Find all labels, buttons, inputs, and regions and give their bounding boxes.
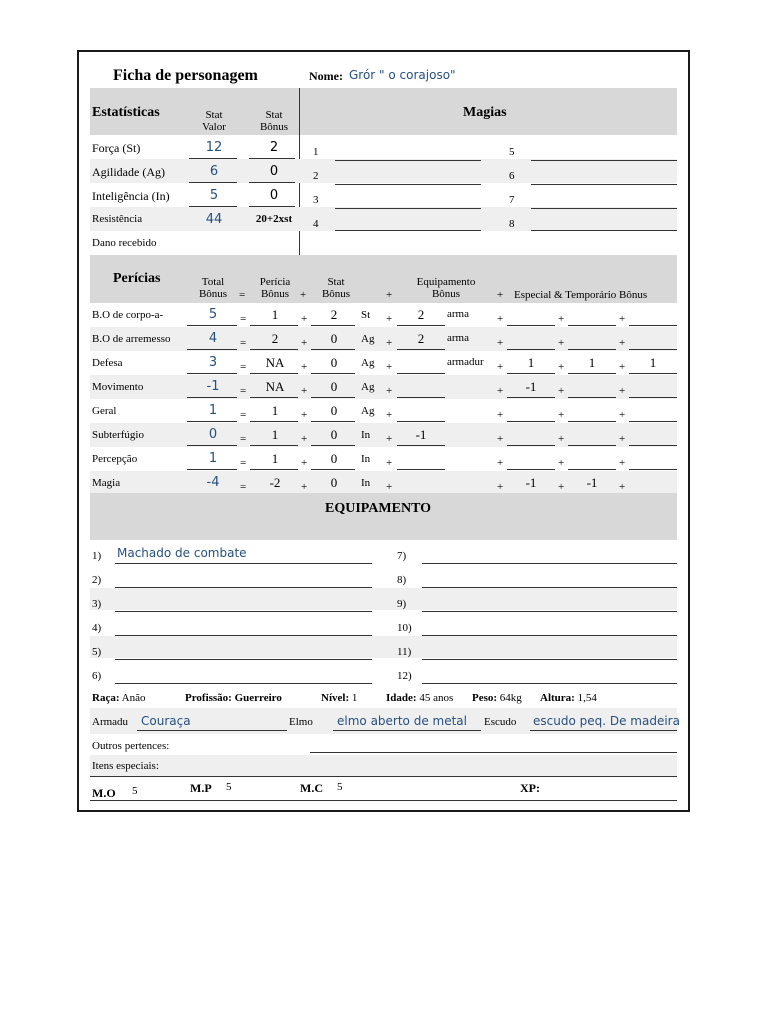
profissao-field [185,692,282,704]
pericia-label: Subterfúgio [92,429,144,441]
pericia-stat-bonus[interactable]: 0 [330,331,338,346]
equipment-line[interactable] [422,659,677,660]
pericia-line [250,397,298,398]
magia-slot-line[interactable] [531,160,677,161]
pericia-total[interactable]: -1 [206,379,220,394]
pericia-line [397,469,445,470]
armadura-line [137,730,287,731]
altura-label: Altura: [540,692,575,704]
stat-line [189,206,237,207]
equals-sign: = [240,481,247,493]
character-sheet [77,50,690,812]
row-stripe [90,636,677,658]
magias-heading: Magias [463,105,507,120]
plus-sign: + [497,385,504,397]
stat-line [249,182,295,183]
stat-label: Inteligência (In) [92,189,170,203]
pericia-label: B.O de arremesso [92,333,171,345]
equipment-line[interactable] [115,611,372,612]
stat-bonus[interactable]: 0 [269,164,279,179]
plus-sign: + [619,481,626,493]
pericia-line [629,421,677,422]
magia-slot-line[interactable] [531,208,677,209]
pericia-line [629,373,677,374]
plus-sign: + [619,361,626,373]
plus-sign: + [386,385,393,397]
pericia-total[interactable]: 1 [208,451,218,466]
plus-sign: + [301,361,308,373]
plus-sign: + [386,481,393,493]
pericia-line [250,445,298,446]
plus-header: + [300,289,307,301]
equipment-num: 9) [397,598,407,610]
elmo-value[interactable]: elmo aberto de metal [337,714,467,728]
plus-sign: + [301,433,308,445]
equipment-line[interactable] [422,611,677,612]
plus-header: + [497,289,504,301]
stats-heading: Estatísticas [92,105,160,120]
mc-value[interactable]: 5 [337,781,343,793]
pericia-line [507,349,555,350]
pericia-line [187,469,237,470]
stats-header-band [90,88,677,135]
stat-line [189,158,237,159]
pericia-line [629,325,677,326]
pericia-line [507,397,555,398]
pericia-line [397,421,445,422]
escudo-value[interactable]: escudo peq. De madeira [533,714,680,728]
equipment-num: 2) [92,574,102,586]
pericia-total[interactable]: 5 [208,307,218,322]
equipment-line[interactable] [115,563,372,564]
magia-slot-line[interactable] [335,160,481,161]
pericia-label: Geral [92,405,117,417]
pericia-line [187,349,237,350]
pericia-line [311,421,355,422]
magia-slot-num: 1 [313,146,319,158]
stat-bonus[interactable]: 2 [269,140,279,155]
plus-sign: + [558,409,565,421]
plus-sign: + [301,409,308,421]
especial-2[interactable]: -1 [586,475,598,490]
equipment-line[interactable] [422,563,677,564]
stat-name: St [361,309,371,321]
pericia-line [397,349,445,350]
row-stripe [90,207,677,231]
magia-slot-num: 2 [313,170,319,182]
pericia-bonus[interactable]: 1 [271,307,279,322]
stat-line [249,158,295,159]
pericia-line [629,397,677,398]
magia-slot-line[interactable] [335,230,481,231]
plus-sign: + [386,409,393,421]
magia-slot-num: 8 [509,218,515,230]
equipment-line[interactable] [422,587,677,588]
equipment-num: 5) [92,646,102,658]
pericia-label: B.O de corpo-a- [92,309,164,321]
pericia-line [568,325,616,326]
mp-value[interactable]: 5 [226,781,232,793]
pericia-bonus[interactable]: 1 [271,427,279,442]
row-stripe [90,755,677,777]
nivel-label: Nível: [321,692,350,704]
pericia-total[interactable]: 3 [208,355,218,370]
outros-line[interactable] [310,752,677,753]
idade-field [386,692,453,704]
plus-sign: + [301,313,308,325]
equip-note: arma [447,308,469,320]
pericia-stat-bonus[interactable]: 0 [330,355,338,370]
stat-label: Dano recebido [92,237,157,249]
pericia-line [629,349,677,350]
escudo-label: Escudo [484,716,517,728]
name-value[interactable]: Grór " o corajoso" [349,68,456,82]
stat-name: In [361,453,371,465]
pericia-line [311,445,355,446]
info-row [92,692,145,704]
pericia-stat-bonus[interactable]: 0 [330,427,338,442]
nivel-field [321,692,357,704]
pericia-label: Movimento [92,381,144,393]
pericia-line [568,349,616,350]
magia-slot-num: 4 [313,218,319,230]
outros-label: Outros pertences: [92,740,170,752]
pericia-line [311,325,355,326]
plus-sign: + [497,433,504,445]
equipamento-heading: EQUIPAMENTO [325,501,432,516]
pericia-stat-bonus[interactable]: 0 [330,475,338,490]
mo-label: M.O [92,786,116,800]
pericia-line [629,445,677,446]
pericia-stat-bonus[interactable]: 0 [330,403,338,418]
stat-bonus-header: Stat Bônus [259,109,289,133]
stat-name: Ag [361,357,375,369]
pericia-equip-bonus[interactable]: -1 [415,427,427,442]
equipment-line[interactable] [115,635,372,636]
magia-slot-line[interactable] [531,184,677,185]
escudo-line [530,730,677,731]
pericia-line [507,469,555,470]
stat-line [189,182,237,183]
pericia-bonus[interactable]: NA [265,355,285,370]
pericia-line [397,445,445,446]
elmo-label: Elmo [289,716,313,728]
pericia-bonus-header: Perícia Bônus [259,276,291,300]
stat-label: Resistência [92,213,143,225]
plus-sign: + [386,337,393,349]
pericia-line [250,469,298,470]
pericia-line [507,373,555,374]
equipment-num: 11) [397,646,412,658]
plus-sign: + [619,313,626,325]
pericia-line [568,469,616,470]
plus-sign: + [497,361,504,373]
magia-slot-num: 6 [509,170,515,182]
plus-sign: + [301,457,308,469]
plus-sign: + [619,433,626,445]
raca-value[interactable]: Anão [121,692,146,704]
plus-sign: + [301,481,308,493]
stat-valor-header: Stat Valor [202,109,226,133]
magia-slot-line[interactable] [531,230,677,231]
equipment-line[interactable] [422,635,677,636]
stat-name: In [361,477,371,489]
plus-sign: + [497,481,504,493]
equipment-num: 3) [92,598,102,610]
nivel-value[interactable]: 1 [351,692,358,704]
equipment-line[interactable] [115,587,372,588]
pericia-line [397,325,445,326]
stat-bonus-col-header: Stat Bônus [321,276,351,300]
equipment-value[interactable]: Machado de combate [117,546,247,560]
stat-name: Ag [361,381,375,393]
pericia-bonus[interactable]: 2 [271,331,279,346]
pericia-line [187,325,237,326]
plus-sign: + [558,313,565,325]
profissao-label: Profissão: [185,692,232,704]
stat-line [249,206,295,207]
especial-3[interactable]: 1 [649,355,657,370]
pericia-line [187,397,237,398]
pericia-line [250,373,298,374]
pericia-bonus[interactable]: NA [265,379,285,394]
plus-sign: + [301,337,308,349]
peso-field [472,692,522,704]
mo-value[interactable]: 5 [132,785,138,797]
equip-note: armadur [447,356,484,368]
stat-label: Força (St) [92,141,141,155]
stat-valor[interactable]: 6 [209,164,219,179]
name-label: Nome: [309,69,343,83]
equals-sign: = [240,433,247,445]
equals-header: = [239,289,246,301]
itens-line[interactable] [90,776,677,777]
armadura-label: Armadu [92,716,129,728]
pericia-line [507,445,555,446]
especial-2[interactable]: 1 [588,355,596,370]
pericias-heading: Perícias [113,271,161,286]
plus-sign: + [301,385,308,397]
stat-name: In [361,429,371,441]
plus-sign: + [386,361,393,373]
pericia-label: Percepção [92,453,138,465]
plus-sign: + [558,385,565,397]
idade-label: Idade: [386,692,417,704]
xp-label: XP: [520,781,540,795]
pericia-line [629,469,677,470]
mp-label: M.P [190,781,212,795]
pericia-line [568,421,616,422]
pericia-total[interactable]: 4 [208,331,218,346]
plus-sign: + [558,433,565,445]
stat-name: Ag [361,405,375,417]
equals-sign: = [240,457,247,469]
equipment-num: 6) [92,670,102,682]
plus-sign: + [386,457,393,469]
peso-value[interactable]: 64kg [499,692,522,704]
pericia-line [311,349,355,350]
raca-label: Raça: [92,692,120,704]
pericia-label: Magia [92,477,121,489]
magia-slot-num: 3 [313,194,319,206]
sheet-title: Ficha de personagem [113,67,258,84]
equipment-num: 4) [92,622,102,634]
row-stripe [90,375,677,399]
idade-value[interactable]: 45 anos [419,692,454,704]
pericia-line [397,373,445,374]
pericia-line [507,421,555,422]
pericia-line [311,373,355,374]
pericia-label: Defesa [92,357,123,369]
pericia-line [397,397,445,398]
pericia-line [311,397,355,398]
plus-sign: + [497,337,504,349]
pericia-total[interactable]: 0 [208,427,218,442]
plus-sign: + [619,337,626,349]
pericia-stat-bonus[interactable]: 0 [330,451,338,466]
row-stripe [90,588,677,610]
equip-bonus-header: Equipamento Bônus [416,276,476,300]
equipment-line[interactable] [115,683,372,684]
stat-valor[interactable]: 5 [209,188,219,203]
pericia-line [568,445,616,446]
stat-bonus[interactable]: 0 [269,188,279,203]
armadura-value[interactable]: Couraça [141,714,191,728]
pericia-equip-bonus[interactable]: 2 [417,307,425,322]
equals-sign: = [240,337,247,349]
pericia-line [568,397,616,398]
money-line [90,800,677,801]
equals-sign: = [240,409,247,421]
magia-slot-num: 5 [509,146,515,158]
equipment-line[interactable] [115,659,372,660]
plus-sign: + [558,361,565,373]
plus-sign: + [497,313,504,325]
row-stripe [90,159,677,183]
plus-sign: + [558,481,565,493]
profissao-value[interactable]: Guerreiro [234,692,282,704]
pericia-total[interactable]: -4 [206,475,220,490]
plus-sign: + [497,457,504,469]
mc-label: M.C [300,781,323,795]
equipment-num: 12) [397,670,412,682]
row-stripe [90,423,677,447]
stat-label: Agilidade (Ag) [92,165,165,179]
equip-note: arma [447,332,469,344]
pericia-line [250,349,298,350]
pericia-line [568,373,616,374]
pericia-line [507,325,555,326]
pericia-stat-bonus[interactable]: 2 [330,307,338,322]
especial-header: Especial & Temporário Bônus [514,289,648,301]
pericia-line [187,445,237,446]
pericia-line [250,325,298,326]
stat-bonus[interactable]: 20+2xst [255,213,293,225]
plus-sign: + [558,457,565,469]
row-stripe [90,327,677,351]
stat-valor[interactable]: 12 [205,140,223,155]
pericia-total[interactable]: 1 [208,403,218,418]
altura-value[interactable]: 1,54 [577,692,597,704]
stat-name: Ag [361,333,375,345]
pericia-stat-bonus[interactable]: 0 [330,379,338,394]
pericia-bonus[interactable]: -2 [269,475,281,490]
plus-header: + [386,289,393,301]
equals-sign: = [240,361,247,373]
elmo-line [333,730,481,731]
equals-sign: = [240,313,247,325]
equals-sign: = [240,385,247,397]
plus-sign: + [386,433,393,445]
pericia-equip-bonus[interactable]: 2 [417,331,425,346]
pericia-bonus[interactable]: 1 [271,451,279,466]
plus-sign: + [386,313,393,325]
equipment-num: 8) [397,574,407,586]
equipment-num: 7) [397,550,407,562]
equipment-num: 1) [92,550,102,562]
peso-label: Peso: [472,692,498,704]
pericia-line [187,373,237,374]
especial-1[interactable]: -1 [525,475,537,490]
magia-slot-line[interactable] [335,208,481,209]
total-bonus-header: Total Bônus [198,276,228,300]
pericia-bonus[interactable]: 1 [271,403,279,418]
magia-slot-num: 7 [509,194,515,206]
stat-valor[interactable]: 44 [205,212,223,227]
altura-field [540,692,597,704]
itens-label: Itens especiais: [92,760,159,772]
plus-sign: + [619,457,626,469]
especial-1[interactable]: -1 [525,379,537,394]
especial-1[interactable]: 1 [527,355,535,370]
equipment-num: 10) [397,622,412,634]
pericia-line [187,421,237,422]
plus-sign: + [619,385,626,397]
plus-sign: + [497,409,504,421]
plus-sign: + [558,337,565,349]
pericia-line [311,469,355,470]
magia-slot-line[interactable] [335,184,481,185]
equipment-line[interactable] [422,683,677,684]
plus-sign: + [619,409,626,421]
pericia-line [250,421,298,422]
